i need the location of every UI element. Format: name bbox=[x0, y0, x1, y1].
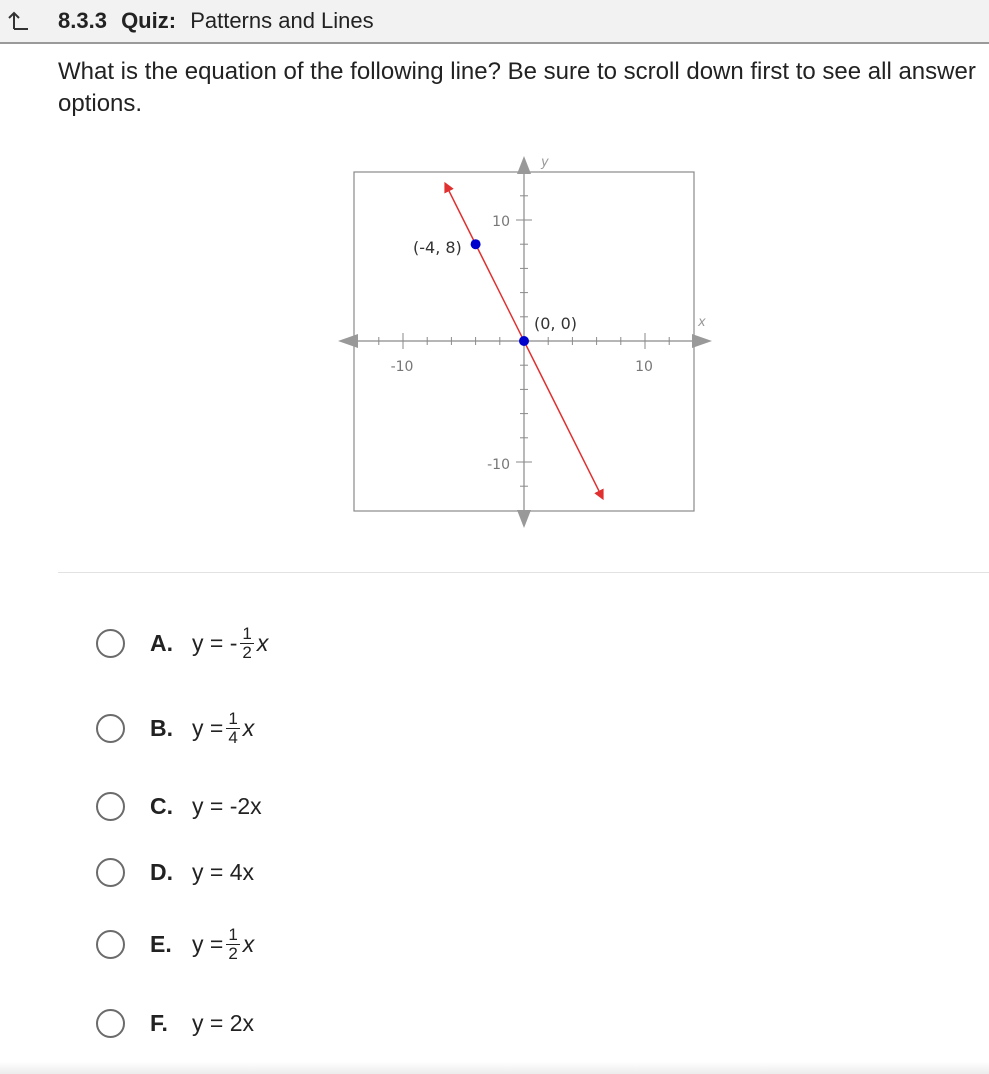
option-equation: y = 4x bbox=[192, 858, 255, 885]
option-letter: E. bbox=[150, 930, 172, 957]
tick-label-y-10: 10 bbox=[492, 214, 510, 230]
radio-button[interactable] bbox=[96, 714, 125, 743]
denominator: 2 bbox=[242, 642, 252, 662]
x-axis-right-arrow bbox=[692, 334, 712, 348]
quiz-header bbox=[0, 0, 989, 44]
eq-prefix: y = - bbox=[192, 629, 238, 656]
denominator: 4 bbox=[228, 727, 238, 747]
x-axis-left-arrow bbox=[338, 334, 358, 348]
option-equation bbox=[192, 926, 254, 963]
quiz-title: Patterns and Lines bbox=[190, 8, 374, 33]
quiz-number: 8.3.3 bbox=[58, 8, 107, 33]
point-neg4-8 bbox=[471, 239, 481, 249]
x-axis-label: x bbox=[698, 315, 706, 330]
point-label-origin: (0, 0) bbox=[534, 314, 578, 333]
option-e[interactable] bbox=[96, 922, 254, 966]
option-a[interactable] bbox=[96, 621, 268, 665]
quiz-label: Quiz: bbox=[121, 8, 177, 33]
option-equation bbox=[192, 710, 254, 747]
option-letter: F. bbox=[150, 1009, 168, 1036]
option-letter: D. bbox=[150, 858, 173, 885]
eq-prefix: y = bbox=[192, 714, 224, 741]
fraction bbox=[226, 926, 239, 963]
option-letter: C. bbox=[150, 792, 173, 819]
option-equation bbox=[192, 625, 268, 662]
option-b[interactable] bbox=[96, 706, 254, 750]
radio-button[interactable] bbox=[96, 629, 125, 658]
bottom-edge bbox=[0, 1062, 989, 1074]
radio-button[interactable] bbox=[96, 1009, 125, 1038]
eq-prefix: y = bbox=[192, 930, 224, 957]
point-label-neg4-8: (-4, 8) bbox=[413, 238, 462, 257]
y-axis-label: y bbox=[541, 155, 549, 170]
radio-button[interactable] bbox=[96, 930, 125, 959]
numerator: 1 bbox=[228, 924, 238, 944]
fraction bbox=[240, 625, 253, 662]
eq-suffix: x bbox=[256, 629, 269, 656]
option-c[interactable] bbox=[96, 784, 262, 828]
divider bbox=[58, 572, 989, 573]
radio-button[interactable] bbox=[96, 792, 125, 821]
eq-suffix: x bbox=[242, 930, 255, 957]
option-d[interactable] bbox=[96, 850, 254, 894]
option-equation: y = 2x bbox=[192, 1009, 255, 1036]
y-axis-bottom-arrow bbox=[517, 510, 531, 528]
back-arrow-icon[interactable] bbox=[6, 9, 30, 33]
coordinate-graph bbox=[338, 152, 718, 532]
option-equation: y = -2x bbox=[192, 792, 262, 819]
point-origin bbox=[519, 336, 529, 346]
question-text: What is the equation of the following line? Be sure to scroll down first to see all answer options. bbox=[58, 58, 976, 117]
fraction bbox=[226, 710, 239, 747]
option-letter: B. bbox=[150, 714, 173, 741]
tick-label-y-neg10: -10 bbox=[487, 457, 510, 473]
option-f[interactable] bbox=[96, 1001, 254, 1045]
tick-label-x-10: 10 bbox=[635, 359, 653, 375]
numerator: 1 bbox=[242, 623, 252, 643]
y-axis-top-arrow bbox=[517, 156, 531, 174]
numerator: 1 bbox=[228, 708, 238, 728]
denominator: 2 bbox=[228, 943, 238, 963]
header-title bbox=[58, 8, 374, 34]
tick-label-x-neg10: -10 bbox=[390, 359, 414, 375]
radio-button[interactable] bbox=[96, 858, 125, 887]
eq-suffix: x bbox=[242, 714, 255, 741]
option-letter: A. bbox=[150, 629, 173, 656]
